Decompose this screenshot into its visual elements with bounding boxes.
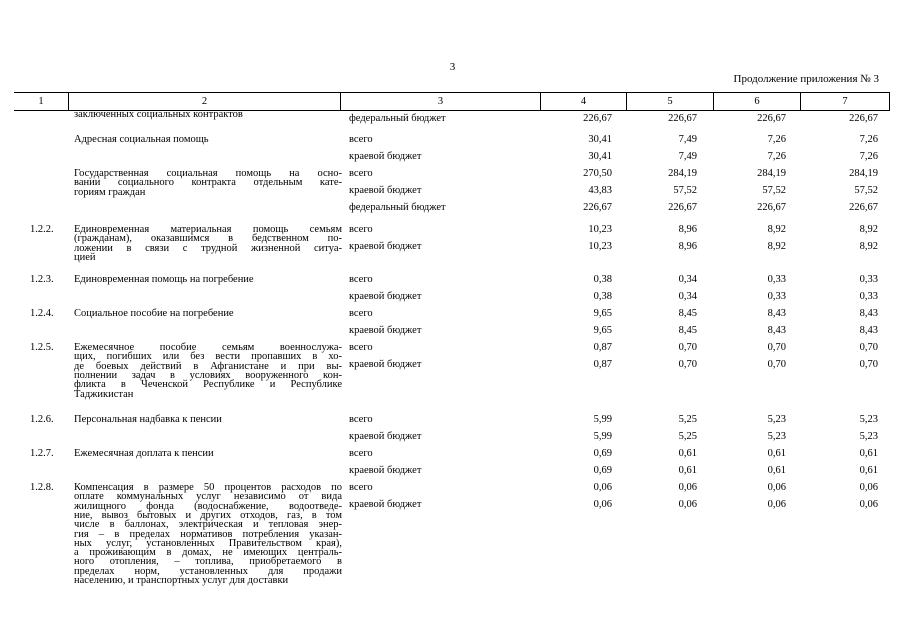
row-description-line: Персональная надбавка к пенсии <box>74 414 222 425</box>
header-col-4: 4 <box>540 93 626 110</box>
value-cell: 8,43 <box>859 308 878 319</box>
value-cell: 9,65 <box>593 308 612 319</box>
budget-source-label: всего <box>349 134 373 145</box>
value-cell: 0,06 <box>678 499 697 510</box>
page-number: 3 <box>449 61 456 73</box>
value-cell: 8,45 <box>678 325 697 336</box>
value-cell: 5,25 <box>678 414 697 425</box>
value-cell: 0,69 <box>593 448 612 459</box>
value-cell: 0,06 <box>678 482 697 493</box>
value-cell: 8,96 <box>678 224 697 235</box>
value-cell: 0,06 <box>593 482 612 493</box>
budget-source-label: краевой бюджет <box>349 325 422 336</box>
value-cell: 0,06 <box>859 482 878 493</box>
value-cell: 0,06 <box>767 482 786 493</box>
row-description-line: Единовременная помощь на погребение <box>74 274 254 285</box>
value-cell: 0,69 <box>593 465 612 476</box>
value-cell: 0,34 <box>678 291 697 302</box>
budget-source-label: краевой бюджет <box>349 291 422 302</box>
value-cell: 0,34 <box>678 274 697 285</box>
budget-source-label: краевой бюджет <box>349 185 422 196</box>
row-description-line: Компенсация в размере 50 процентов расходов по <box>74 482 342 493</box>
row-description-line: оплате коммунальных услуг независимо от вида <box>74 491 342 503</box>
value-cell: 7,26 <box>767 134 786 145</box>
row-description-line: гориям граждан <box>74 186 146 198</box>
value-cell: 0,87 <box>593 359 612 370</box>
row-description-line: пределах норм, установленных для продажи <box>74 565 342 577</box>
value-cell: 5,99 <box>593 431 612 442</box>
value-cell: 30,41 <box>588 151 612 162</box>
value-cell: 57,52 <box>673 185 697 196</box>
value-cell: 226,67 <box>583 113 612 124</box>
row-description-line: Государственная социальная помощь на осно- <box>74 168 342 179</box>
header-col-6: 6 <box>713 93 800 110</box>
row-description-line: цией <box>74 251 96 263</box>
budget-source-label: всего <box>349 414 373 425</box>
value-cell: 8,96 <box>678 241 697 252</box>
row-description-line: Социальное пособие на погребение <box>74 308 234 319</box>
budget-source-label: краевой бюджет <box>349 359 422 370</box>
header-col-5: 5 <box>626 93 713 110</box>
value-cell: 5,23 <box>859 431 878 442</box>
budget-source-label: краевой бюджет <box>349 465 422 476</box>
budget-source-label: краевой бюджет <box>349 499 422 510</box>
value-cell: 284,19 <box>668 168 697 179</box>
value-cell: 8,92 <box>767 224 786 235</box>
value-cell: 0,33 <box>859 291 878 302</box>
value-cell: 57,52 <box>762 185 786 196</box>
row-code: 1.2.4. <box>30 308 54 319</box>
value-cell: 43,83 <box>588 185 612 196</box>
budget-source-label: федеральный бюджет <box>349 113 446 124</box>
row-description-line: Адресная социальная помощь <box>74 134 209 145</box>
value-cell: 226,67 <box>849 202 878 213</box>
row-code: 1.2.3. <box>30 274 54 285</box>
value-cell: 5,23 <box>767 431 786 442</box>
value-cell: 8,43 <box>767 325 786 336</box>
value-cell: 8,92 <box>859 241 878 252</box>
budget-source-label: всего <box>349 308 373 319</box>
value-cell: 5,23 <box>859 414 878 425</box>
value-cell: 7,49 <box>678 151 697 162</box>
row-description-line: ние, вывоз бытовых и других отходов, газ, в том <box>74 509 342 521</box>
value-cell: 0,87 <box>593 342 612 353</box>
header-col-7: 7 <box>800 93 890 110</box>
value-cell: 7,49 <box>678 134 697 145</box>
row-description-line: ложении в связи с трудной жизненной ситуа- <box>74 242 342 254</box>
value-cell: 7,26 <box>859 134 878 145</box>
row-description-line: жилищного фонда (водоснабжение, водоотведе- <box>74 500 342 512</box>
row-description-line: а проживающим в домах, не имеющих централь- <box>74 547 342 559</box>
value-cell: 226,67 <box>757 202 786 213</box>
value-cell: 0,38 <box>593 274 612 285</box>
row-description-line: фликта в Чеченской Республике и Республике <box>74 379 342 391</box>
value-cell: 0,61 <box>678 448 697 459</box>
value-cell: 0,70 <box>767 342 786 353</box>
value-cell: 10,23 <box>588 241 612 252</box>
value-cell: 226,67 <box>849 113 878 124</box>
row-description-line: Единовременная материальная помощь семьям <box>74 224 342 235</box>
row-description-line: заключенных социальных контрактов <box>74 109 243 120</box>
budget-source-label: всего <box>349 482 373 493</box>
budget-source-label: краевой бюджет <box>349 151 422 162</box>
row-description-line: де боевых действий в Афганистане и при вы- <box>74 360 342 372</box>
value-cell: 7,26 <box>859 151 878 162</box>
value-cell: 5,25 <box>678 431 697 442</box>
value-cell: 8,92 <box>859 224 878 235</box>
value-cell: 0,06 <box>593 499 612 510</box>
budget-source-label: федеральный бюджет <box>349 202 446 213</box>
value-cell: 284,19 <box>849 168 878 179</box>
budget-source-label: всего <box>349 224 373 235</box>
value-cell: 0,61 <box>859 465 878 476</box>
value-cell: 0,33 <box>767 291 786 302</box>
row-description-line: Таджикистан <box>74 388 134 400</box>
value-cell: 8,45 <box>678 308 697 319</box>
value-cell: 0,38 <box>593 291 612 302</box>
header-col-1: 1 <box>38 96 44 107</box>
value-cell: 0,70 <box>678 342 697 353</box>
row-code: 1.2.8. <box>30 482 54 493</box>
value-cell: 284,19 <box>757 168 786 179</box>
value-cell: 0,33 <box>767 274 786 285</box>
value-cell: 30,41 <box>588 134 612 145</box>
budget-source-label: всего <box>349 448 373 459</box>
budget-source-label: всего <box>349 168 373 179</box>
value-cell: 8,43 <box>859 325 878 336</box>
value-cell: 8,92 <box>767 241 786 252</box>
value-cell: 0,61 <box>767 448 786 459</box>
row-description-line: (гражданам), оказавшимся в бедственном по- <box>74 233 342 245</box>
value-cell: 0,70 <box>859 342 878 353</box>
value-cell: 0,06 <box>859 499 878 510</box>
row-code: 1.2.5. <box>30 342 54 353</box>
budget-source-label: всего <box>349 342 373 353</box>
budget-source-label: краевой бюджет <box>349 241 422 252</box>
value-cell: 0,33 <box>859 274 878 285</box>
appendix-continuation-note: Продолжение приложения № 3 <box>733 73 879 85</box>
value-cell: 57,52 <box>854 185 878 196</box>
value-cell: 5,99 <box>593 414 612 425</box>
value-cell: 0,61 <box>678 465 697 476</box>
row-description-line: гия – в пределах нормативов потребления указан- <box>74 528 342 540</box>
row-description-line: ного отопления, – топлива, приобретаемого в <box>74 556 342 568</box>
row-description-line: ных услуг, установленных Правительством края), <box>74 537 342 549</box>
value-cell: 0,61 <box>859 448 878 459</box>
value-cell: 9,65 <box>593 325 612 336</box>
header-col-3: 3 <box>340 93 540 110</box>
row-description-line: полнении задач в условиях вооруженного кон- <box>74 369 342 381</box>
value-cell: 226,67 <box>583 202 612 213</box>
value-cell: 0,06 <box>767 499 786 510</box>
value-cell: 0,70 <box>859 359 878 370</box>
value-cell: 0,70 <box>678 359 697 370</box>
budget-source-label: краевой бюджет <box>349 431 422 442</box>
value-cell: 0,70 <box>767 359 786 370</box>
row-description-line: Ежемесячное пособие семьям военнослужа- <box>74 342 342 353</box>
value-cell: 8,43 <box>767 308 786 319</box>
row-code: 1.2.6. <box>30 414 54 425</box>
row-description-line: Ежемесячная доплата к пенсии <box>74 448 214 459</box>
value-cell: 226,67 <box>668 202 697 213</box>
value-cell: 5,23 <box>767 414 786 425</box>
value-cell: 226,67 <box>757 113 786 124</box>
value-cell: 226,67 <box>668 113 697 124</box>
row-description-line: вании социального контракта отдельным кате- <box>74 177 342 189</box>
header-col-2: 2 <box>68 93 340 110</box>
row-description-line: числе в баллонах, электрическая и тепловая энер- <box>74 519 342 531</box>
budget-source-label: всего <box>349 274 373 285</box>
value-cell: 270,50 <box>583 168 612 179</box>
value-cell: 7,26 <box>767 151 786 162</box>
row-code: 1.2.7. <box>30 448 54 459</box>
value-cell: 0,61 <box>767 465 786 476</box>
row-code: 1.2.2. <box>30 224 54 235</box>
value-cell: 10,23 <box>588 224 612 235</box>
row-description-line: населению, и транспортных услуг для доставки <box>74 575 289 586</box>
row-description-line: щих, погибших или без вести пропавших в хо- <box>74 351 342 363</box>
